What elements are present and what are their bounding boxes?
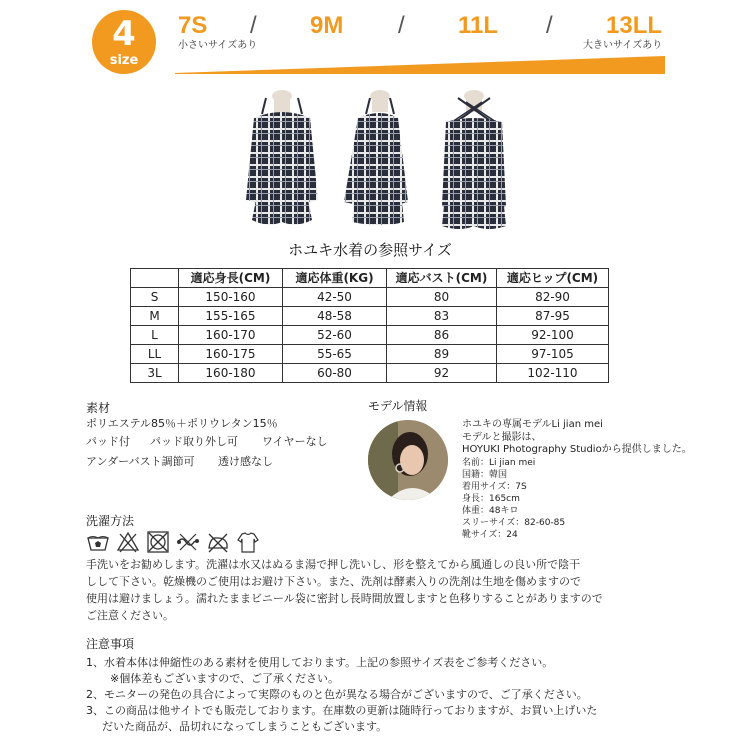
table-cell: L [131, 326, 179, 345]
feature-not-see-through: 透け感なし [218, 455, 273, 468]
model-heading: モデル情報 [368, 399, 428, 413]
table-row [131, 345, 609, 364]
table-header-cell: 適応体重(KG) [283, 269, 387, 288]
table-cell: 86 [387, 326, 497, 345]
small-size-label: 小さいサイズあり [178, 40, 258, 51]
size-table [130, 268, 609, 383]
size-11l: 11L [458, 12, 499, 39]
table-header-cell: 適応身長(CM) [179, 269, 283, 288]
hand-wash-icon [86, 530, 110, 554]
notes-item-3: 3、この商品は他サイトでも販売しております。在庫数の更新は随時行っておりますが、お買い上げいた [86, 704, 598, 717]
table-cell: 48-58 [283, 307, 387, 326]
table-row [131, 288, 609, 307]
table-cell: 83 [387, 307, 497, 326]
feature-no-wire: ワイヤーなし [262, 435, 328, 448]
model-detail-shoe: 靴サイズ：24 [462, 530, 518, 540]
material-composition: ポリエステル85％＋ポリウレタン15％ [86, 417, 278, 430]
table-cell: 82-90 [497, 288, 609, 307]
table-header-cell [131, 269, 179, 288]
washing-heading: 洗濯方法 [86, 514, 135, 528]
table-cell: 160-180 [179, 364, 283, 383]
washing-text-line-4: ご注意ください。 [86, 609, 174, 622]
no-iron-icon [206, 530, 230, 554]
notes-heading: 注意事項 [86, 637, 135, 651]
table-cell: 160-170 [179, 326, 283, 345]
model-intro-1: ホユキの専属モデルLi jian mei [462, 419, 603, 430]
table-cell: 92 [387, 364, 497, 383]
badge-label: size [109, 53, 139, 68]
model-intro-2: モデルと撮影は、 [462, 432, 542, 443]
table-header-cell: 適応ヒップ(CM) [497, 269, 609, 288]
size-badge [92, 10, 156, 74]
swimsuit-back-image [432, 88, 516, 238]
washing-text-line-2: しして下さい。乾燥機のご使用はお避け下さい。また、洗剤は酵素入りの洗剤は生地を傷めますので [86, 575, 581, 588]
table-cell: 92-100 [497, 326, 609, 345]
notes-item-2: 2、モニターの発色の具合によって実際のものと色が異なる場合がございますので、ご了承ください。 [86, 688, 588, 701]
table-row [131, 307, 609, 326]
table-cell: LL [131, 345, 179, 364]
notes-item-3-cont: だいた商品が、品切れになってしまうこともございます。 [102, 720, 388, 733]
reference-size-title: ホユキ水着の参照サイズ [288, 241, 452, 259]
model-detail-name: 名前：Li jian mei [462, 458, 536, 468]
large-size-label: 大きいサイズあり [583, 40, 663, 51]
table-cell: 97-105 [497, 345, 609, 364]
table-cell: 102-110 [497, 364, 609, 383]
swimsuit-front-image [240, 88, 324, 238]
model-photo [368, 420, 448, 500]
size-separator: / [546, 12, 553, 39]
table-cell: 150-160 [179, 288, 283, 307]
model-detail-nationality: 国籍：韓国 [462, 470, 508, 480]
swimsuit-side-image [336, 88, 420, 238]
table-cell: S [131, 288, 179, 307]
table-row [131, 364, 609, 383]
table-header-cell: 適応バスト(CM) [387, 269, 497, 288]
size-7s: 7S [178, 12, 208, 39]
size-gradient-bar [175, 54, 665, 74]
size-separator: / [398, 12, 405, 39]
model-detail-height: 身長：165cm [462, 494, 520, 504]
table-cell: 42-50 [283, 288, 387, 307]
no-wring-icon [176, 530, 200, 554]
table-cell: 155-165 [179, 307, 283, 326]
notes-item-1: 1、水着本体は伸縮性のある素材を使用しております。上記の参照サイズ表をご参考ください。 [86, 656, 554, 669]
model-detail-size: 着用サイズ：7S [462, 482, 527, 492]
table-header-row [131, 269, 609, 288]
size-9m: 9M [310, 12, 344, 39]
model-detail-weight: 体重：48キロ [462, 506, 519, 516]
table-row [131, 326, 609, 345]
table-cell: M [131, 307, 179, 326]
table-cell: 160-175 [179, 345, 283, 364]
no-tumble-dry-icon [146, 530, 170, 554]
badge-number: 4 [112, 14, 136, 54]
size-separator: / [250, 12, 257, 39]
table-cell: 80 [387, 288, 497, 307]
feature-pad: パッド付 [86, 435, 130, 448]
table-cell: 87-95 [497, 307, 609, 326]
notes-item-1-sub: ※個体差もございますので、ご了承ください。 [110, 672, 339, 685]
model-detail-measurements: スリーサイズ：82-60-85 [462, 518, 566, 528]
table-cell: 89 [387, 345, 497, 364]
table-cell: 55-65 [283, 345, 387, 364]
washing-text-line-3: 使用は避けましょう。濡れたままビニール袋に密封し長時間放置しますと色移りすることがありますので [86, 592, 603, 605]
table-cell: 52-60 [283, 326, 387, 345]
model-avatar [368, 420, 448, 500]
table-cell: 60-80 [283, 364, 387, 383]
feature-adjustable-underbust: アンダーバスト調節可 [86, 455, 195, 468]
washing-text-line-1: 手洗いをお勧めします。洗濯は水又はぬるま湯で押し洗いし、形を整えてから風通しの良い所で陰干 [86, 558, 581, 571]
no-bleach-icon [116, 530, 140, 554]
feature-removable-pad: パッド取り外し可 [150, 435, 238, 448]
material-heading: 素材 [86, 401, 111, 415]
table-cell: 3L [131, 364, 179, 383]
model-intro-3: HOYUKI Photography Studioから提供しました。 [462, 444, 692, 455]
size-13ll: 13LL [606, 12, 663, 39]
shade-dry-icon [236, 530, 260, 554]
